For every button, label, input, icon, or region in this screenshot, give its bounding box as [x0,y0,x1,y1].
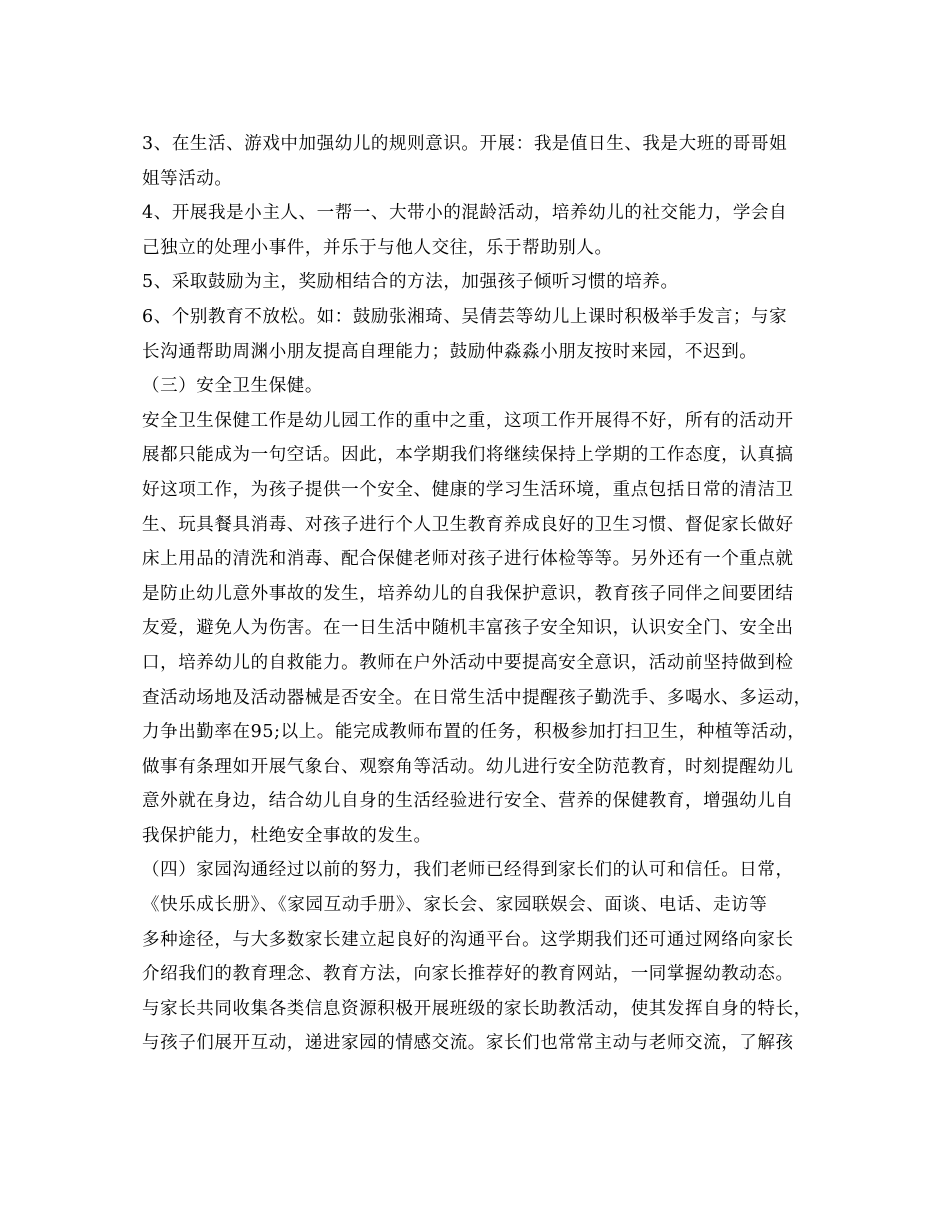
body-line: 姐等活动。 [142,168,233,189]
body-line: 展都只能成为一句空话。因此，本学期我们将继续保持上学期的工作态度，认真搞 [142,445,794,466]
document-body [142,127,842,1061]
body-line: 做事有条理如开展气象台、观察角等活动。幼儿进行安全防范教育，时刻提醒幼儿 [142,756,794,777]
body-line: 床上用品的清洗和消毒、配合保健老师对孩子进行体检等等。另外还有一个重点就 [142,549,794,570]
body-line: 安全卫生保健工作是幼儿园工作的重中之重，这项工作开展得不好，所有的活动开 [142,410,794,431]
body-line: 我保护能力，杜绝安全事故的发生。 [142,825,432,846]
body-line: 5、采取鼓励为主，奖励相结合的方法，加强孩子倾听习惯的培养。 [142,272,679,293]
body-line: 己独立的处理小事件，并乐于与他人交往，乐于帮助别人。 [142,237,613,258]
body-line: 与孩子们展开互动，递进家园的情感交流。家长们也常常主动与老师交流，了解孩 [142,1033,794,1054]
body-line: 与家长共同收集各类信息资源积极开展班级的家长助教活动，使其发挥自身的特长， [142,998,812,1019]
body-line: 3、在生活、游戏中加强幼儿的规则意识。开展：我是值日生、我是大班的哥哥姐 [142,134,788,154]
body-line: 是防止幼儿意外事故的发生，培养幼儿的自我保护意识，教育孩子同伴之间要团结 [142,583,794,604]
body-line: 友爱，避免人为伤害。在一日生活中随机丰富孩子安全知识，认识安全门、安全出 [142,618,794,639]
body-line: 意外就在身边，结合幼儿自身的生活经验进行安全、营养的保健教育，增强幼儿自 [142,791,794,812]
section-heading: （四）家园沟通经过以前的努力，我们老师已经得到家长们的认可和信任。日常， [142,860,794,881]
body-line: 口，培养幼儿的自救能力。教师在户外活动中要提高安全意识，活动前坚持做到检 [142,652,794,673]
body-line: 查活动场地及活动器械是否安全。在日常生活中提醒孩子勤洗手、多喝水、多运动， [142,687,812,708]
body-line: 生、玩具餐具消毒、对孩子进行个人卫生教育养成良好的卫生习惯、督促家长做好 [142,514,794,535]
body-line: 4、开展我是小主人、一帮一、大带小的混龄活动，培养幼儿的社交能力，学会自 [142,203,788,224]
body-line: 长沟通帮助周渊小朋友提高自理能力；鼓励仲淼淼小朋友按时来园，不迟到。 [142,341,758,362]
section-heading: （三）安全卫生保健。 [142,376,323,397]
body-line: 多种途径，与大多数家长建立起良好的沟通平台。这学期我们还可通过网络向家长 [142,929,794,950]
body-line: 介绍我们的教育理念、教育方法，向家长推荐好的教育网站，一同掌握幼教动态。 [142,964,794,985]
body-line: 6、个别教育不放松。如：鼓励张湘琦、吴倩芸等幼儿上课时积极举手发言；与家 [142,306,788,327]
body-line: 好这项工作，为孩子提供一个安全、健康的学习生活环境，重点包括日常的清洁卫 [142,479,794,500]
body-line: 《快乐成长册》、《家园互动手册》、家长会、家园联娱会、面谈、电话、走访等 [142,895,768,916]
body-line: 力争出勤率在95;以上。能完成教师布置的任务，积极参加打扫卫生，种植等活动， [142,722,806,743]
